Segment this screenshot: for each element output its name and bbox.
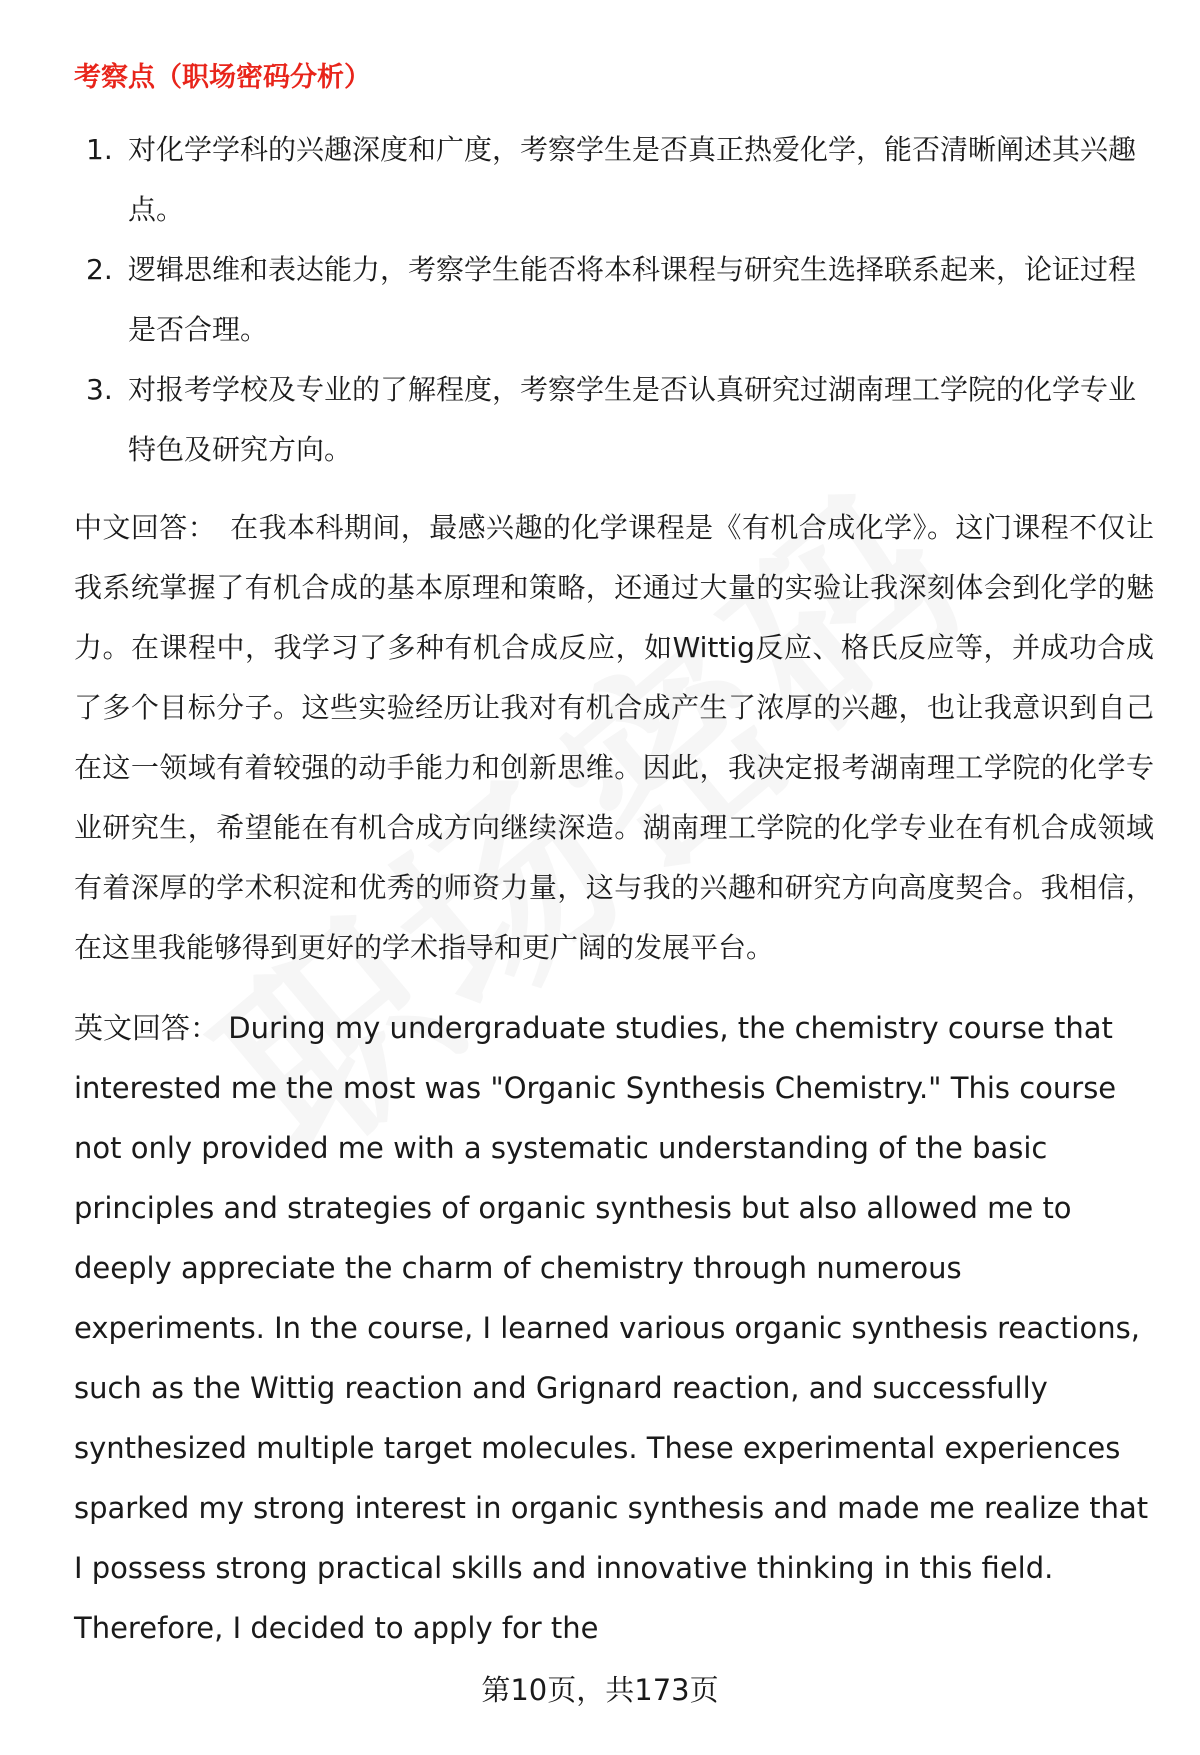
- list-item: [74, 120, 1154, 240]
- list-item: [74, 240, 1154, 360]
- chinese-answer-label: 中文回答：: [74, 511, 217, 544]
- list-item-number: 3.: [86, 373, 113, 406]
- english-answer-label: 英文回答：: [74, 1011, 220, 1045]
- chinese-answer-paragraph: [74, 498, 1154, 978]
- chinese-answer-text: 在我本科期间，最感兴趣的化学课程是《有机合成化学》。这门课程不仅让我系统掌握了有机合成的基本原理和策略，还通过大量的实验让我深刻体会到化学的魅力。在课程中，我学习了多种有机合成反应，如Wittig反应、格氏反应等，并成功合成了多个目标分子。这些实验经历让我对有机合成产生了浓厚的兴趣，也让我意识到自己在这一领域有着较强的动手能力和创新思维。因此，我决定报考湖南理工学院的化学专业研究生，希望能在有机合成方向继续深造。湖南理工学院的化学专业在有机合成领域有着深厚的学术积淀和优秀的师资力量，这与我的兴趣和研究方向高度契合。我相信，在这里我能够得到更好的学术指导和更广阔的发展平台。: [74, 511, 1154, 964]
- assessment-points-list: [74, 120, 1154, 480]
- english-answer-paragraph: [74, 998, 1154, 1658]
- section-heading: 考察点（职场密码分析）: [74, 62, 371, 93]
- list-item-number: 1.: [86, 133, 113, 166]
- list-item-text: 逻辑思维和表达能力，考察学生能否将本科课程与研究生选择联系起来，论证过程是否合理。: [128, 253, 1137, 346]
- english-answer-text: During my undergraduate studies, the chemistry course that interested me the most was "Organic Synthesis Chemistry." This course not only provided me with a systematic understanding of the basic principles and strategies of organic synthesis but also allowed me to deeply appreciate the charm of chemistry through numerous experiments. In the course, I learned various organic synthesis reactions, such as the Wittig reaction and Grignard reaction, and successfully synthesized multiple target molecules. These experimental experiences sparked my strong interest in organic synthesis and made me realize that I possess strong practical skills and innovative thinking in this field. Therefore, I decided to apply for the: [74, 1011, 1149, 1645]
- list-item-number: 2.: [86, 253, 113, 286]
- list-item: [74, 360, 1154, 480]
- list-item-text: 对报考学校及专业的了解程度，考察学生是否认真研究过湖南理工学院的化学专业特色及研究方向。: [128, 373, 1137, 466]
- list-item-text: 对化学学科的兴趣深度和广度，考察学生是否真正热爱化学，能否清晰阐述其兴趣点。: [128, 133, 1137, 226]
- document-page: [74, 58, 1154, 1658]
- page-number-footer: 第10页，共173页: [481, 1673, 719, 1707]
